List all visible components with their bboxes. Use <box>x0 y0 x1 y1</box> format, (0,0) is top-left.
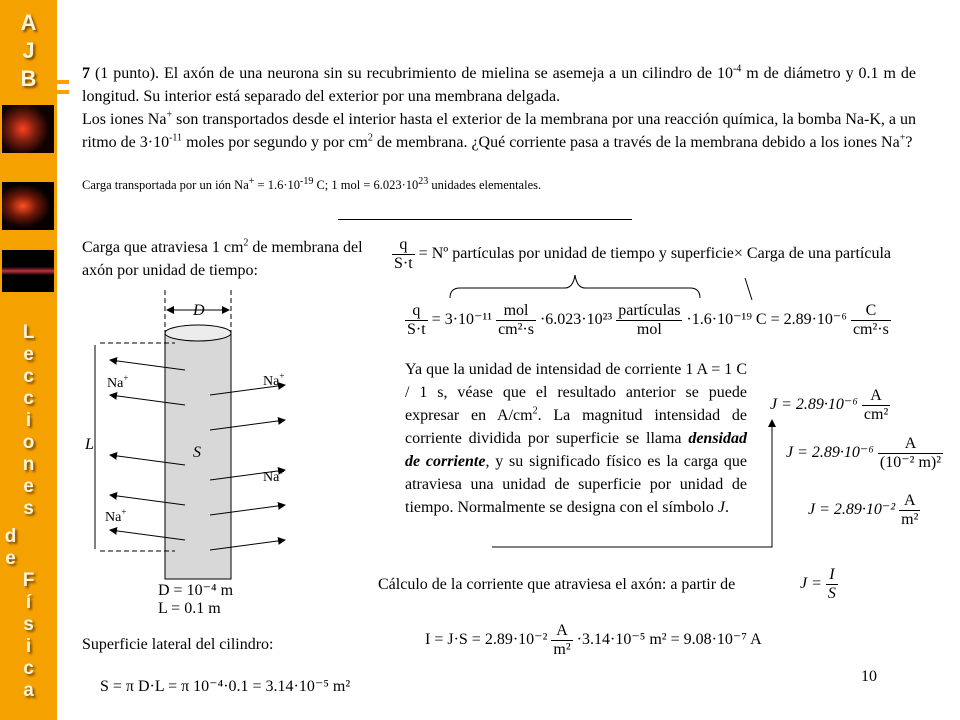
na-ion-label: Na+ <box>107 373 129 391</box>
laser-photo-1 <box>2 105 54 153</box>
title-letter: d <box>4 526 17 547</box>
problem-statement: 7 (1 punto). El axón de una neurona sin su recubrimiento de mielina se asemeja a un cilindro de $10^{-4}$ m de diámetro y 0.1 m de longitud. Su interior está separado del exterior por una membrana delgada. Los iones Na+ son transportados desde el interior hasta el exterior de la membrana por una reacción química, la bomba Na-K, a un ritmo de $3\cdot 10^{-11}$ moles por segundo y por $cm^2$ de membrana. ¿Qué corriente pasa a través de la membrana debido a los iones Na+? <box>82 63 917 151</box>
cylinder-top <box>165 325 231 341</box>
charge-rate-definition: $\frac{q}{S\cdot t}$ = Nº partículas por unidad de tiempo y superficie× Carga de una partícula <box>394 236 892 272</box>
logo-letter: A <box>20 10 37 35</box>
title-letter: a <box>23 680 34 701</box>
page-number: 10 <box>861 668 877 685</box>
current-density-definition: J = $\frac{I}{S}$ <box>800 566 836 602</box>
na-ion-label: Na+ <box>263 467 285 485</box>
charge-per-area-label: Carga que atraviesa 1 $cm^2$ de membrana del axón por unidad de tiempo: <box>82 237 363 279</box>
current-density-cm2: J = 2.89·10⁻⁶ $\frac{A}{\text{cm²}}$ <box>770 387 889 423</box>
problem-note: Carga transportada por un ión $Na^+ = 1.6\cdot 10^{-19}$ C; 1 mol = $6.023\cdot 10^{23}$ unidades elementales. <box>82 175 542 192</box>
current-density-m2: J = 2.89·10⁻² $\frac{A}{\text{m²}}$ <box>808 492 919 528</box>
length-value: L = 0.1 m <box>158 600 221 617</box>
title-letter: i <box>25 410 32 431</box>
title-letter: i <box>25 636 32 657</box>
title-letter: í <box>25 592 32 613</box>
title-letter: c <box>23 658 34 679</box>
logo-letter: B <box>20 66 37 91</box>
title-letter: e <box>5 548 16 569</box>
title-letter: e <box>23 476 34 497</box>
title-letter: s <box>23 614 34 635</box>
surface-label: S <box>193 444 201 461</box>
diameter-label: D <box>193 302 205 319</box>
accent-stripe <box>57 90 69 94</box>
current-result: I = J·S = 2.89·10⁻² $\frac{A}{\text{m²}}$ ·3.14·10⁻⁵ m² = 9.08·10⁻⁷ A <box>425 622 762 658</box>
connector-arrow <box>490 410 790 560</box>
na-ion-label: Na+ <box>105 507 127 525</box>
surface-formula: S = π D·L = π 10⁻⁴·0.1 = 3.14·10⁻⁵ m² <box>100 678 351 695</box>
diameter-value: D = 10⁻⁴ m <box>158 582 234 599</box>
separator-line <box>338 219 632 220</box>
lateral-surface-label: Superficie lateral del cilindro: <box>82 636 274 653</box>
current-calculation-label: Cálculo de la corriente que atraviesa el axón: a partir de <box>378 576 736 593</box>
title-letter: n <box>22 454 35 475</box>
length-label: L <box>85 436 94 453</box>
current-density-conversion: J = 2.89·10⁻⁶ $\frac{A}{\text{(10⁻² m)²}}$ <box>786 435 942 471</box>
problem-number: 7 <box>82 65 90 82</box>
accent-stripe <box>57 80 69 84</box>
title-letter: s <box>23 498 34 519</box>
title-letter: L <box>22 322 35 343</box>
title-letter: c <box>23 388 34 409</box>
charge-rate-computation: $\frac{q}{S\cdot t}$ = 3·10⁻¹¹ $\frac{\text{mol}}{\text{cm²·s}}$ ·6.023·10²³ $\frac{\text{partículas}}{\text{mol}}$ ·1.6·10⁻¹⁹ C = 2.89·10⁻⁶ $\frac{C}{\text{cm²·s}}$ <box>407 302 889 338</box>
title-letter: o <box>22 432 35 453</box>
laser-photo-2 <box>2 182 54 230</box>
axon-cylinder-diagram <box>85 285 325 605</box>
title-letter: c <box>23 366 34 387</box>
title-letter: e <box>23 344 34 365</box>
current-density-explanation: Ya que la unidad de intensidad de corriente 1 A = 1 C / 1 s, véase que el resultado anterior se puede expresar en $A/cm^2$. La magnitud intensidad de corriente dividida por superficie se llama densidad de corriente, y su significado físico es la carga que atraviesa una unidad de superficie por unidad de tiempo. Normalmente se designa con el símbolo J. <box>405 361 748 516</box>
na-ion-label: Na+ <box>263 371 285 389</box>
laser-photo-3 <box>2 250 54 292</box>
logo-letter: J <box>22 38 35 63</box>
title-letter: F <box>22 570 35 591</box>
